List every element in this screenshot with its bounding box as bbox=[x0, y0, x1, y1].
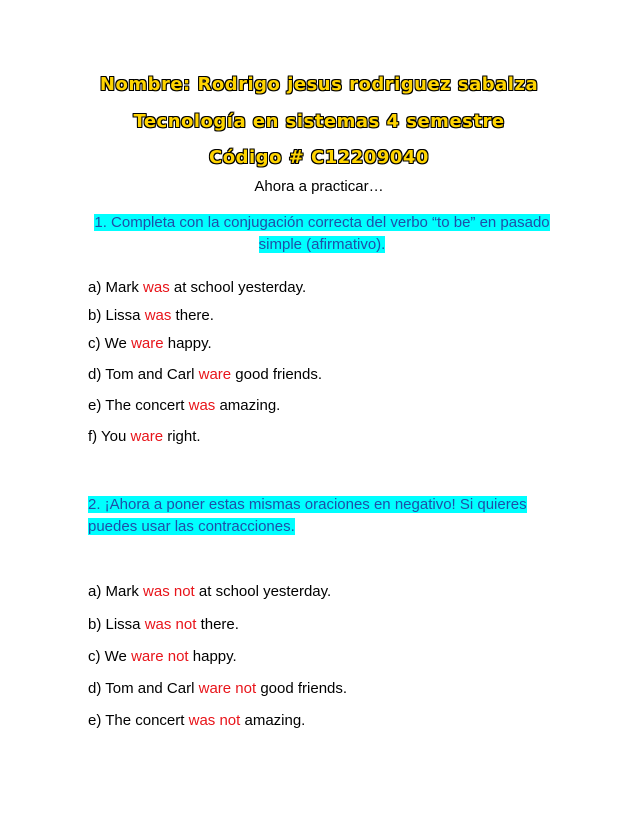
exercise2-item-e bbox=[88, 712, 305, 729]
item-text: c) We bbox=[88, 335, 132, 352]
item-text: there. bbox=[196, 616, 239, 633]
student-code-title: Código # C12209040 bbox=[209, 147, 429, 168]
item-text: a) Mark bbox=[88, 279, 144, 296]
item-text: good friends. bbox=[231, 366, 323, 383]
item-text: amazing. bbox=[240, 712, 306, 729]
item-text: happy. bbox=[163, 335, 212, 352]
exercise2-item-a bbox=[88, 583, 331, 600]
exercise1-item-e bbox=[88, 397, 280, 414]
exercise2-item-c bbox=[88, 648, 237, 665]
answer-verb: ware not bbox=[198, 680, 257, 697]
item-text: b) Lissa bbox=[88, 616, 145, 633]
answer-verb: was bbox=[188, 397, 216, 414]
exercise2-item-b bbox=[88, 616, 239, 633]
section2-instruction-text: 2. ¡Ahora a poner estas mismas oraciones en negativo! Si quieres puedes usar las contracciones. bbox=[88, 496, 527, 535]
item-text: a) Mark bbox=[88, 583, 144, 600]
item-text: good friends. bbox=[256, 680, 348, 697]
answer-verb: was not bbox=[143, 583, 195, 600]
answer-verb: ware not bbox=[131, 648, 189, 665]
answer-verb: ware bbox=[198, 366, 232, 383]
exercise1-item-d bbox=[88, 366, 322, 383]
item-text: d) Tom and Carl bbox=[88, 366, 199, 383]
program-title: Tecnología en sistemas 4 semestre bbox=[133, 111, 505, 132]
item-text: e) The concert bbox=[88, 397, 189, 414]
item-text: b) Lissa bbox=[88, 307, 145, 324]
item-text: right. bbox=[163, 428, 201, 445]
item-text: at school yesterday. bbox=[169, 279, 307, 296]
section1-instruction bbox=[92, 212, 552, 256]
exercise1-item-b bbox=[88, 307, 214, 324]
answer-verb: ware bbox=[131, 335, 164, 352]
item-text: d) Tom and Carl bbox=[88, 680, 199, 697]
exercise1-item-f bbox=[88, 428, 201, 445]
exercise1-item-c bbox=[88, 335, 212, 352]
answer-verb: was not bbox=[144, 616, 197, 633]
answer-verb: was not bbox=[188, 712, 241, 729]
answer-verb: was bbox=[143, 279, 170, 296]
item-text: happy. bbox=[188, 648, 237, 665]
item-text: amazing. bbox=[215, 397, 281, 414]
section2-instruction bbox=[88, 494, 543, 538]
item-text: at school yesterday. bbox=[194, 583, 332, 600]
student-name-title: Nombre: Rodrigo jesus rodriguez sabalza bbox=[99, 74, 539, 95]
exercise2-item-d bbox=[88, 680, 347, 697]
section1-instruction-text: 1. Completa con la conjugación correcta del verbo “to be” en pasado simple (afirmativo). bbox=[94, 214, 550, 253]
answer-verb: ware bbox=[130, 428, 164, 445]
answer-verb: was bbox=[144, 307, 172, 324]
item-text: f) You bbox=[88, 428, 131, 445]
intro-text: Ahora a practicar… bbox=[254, 178, 384, 195]
exercise1-item-a bbox=[88, 279, 306, 296]
item-text: e) The concert bbox=[88, 712, 189, 729]
item-text: there. bbox=[171, 307, 214, 324]
item-text: c) We bbox=[88, 648, 132, 665]
